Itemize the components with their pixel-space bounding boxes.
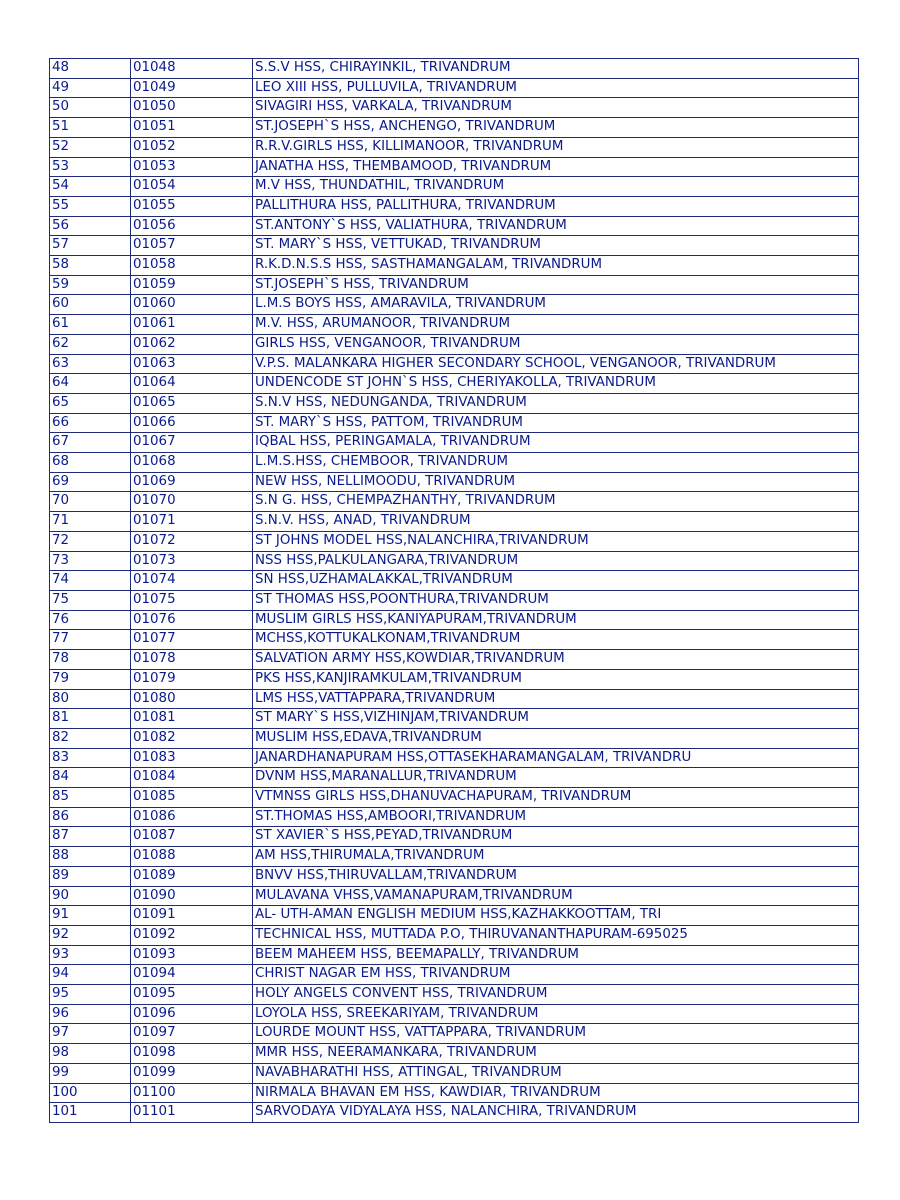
serial-number-cell: 101 <box>50 1103 131 1123</box>
table-row <box>50 413 859 433</box>
school-code-cell: 01052 <box>131 137 253 157</box>
school-name-cell: ST.JOSEPH`S HSS, ANCHENGO, TRIVANDRUM <box>253 118 859 138</box>
serial-number-cell: 78 <box>50 650 131 670</box>
school-code-cell: 01084 <box>131 768 253 788</box>
table-row <box>50 1024 859 1044</box>
serial-number-cell: 59 <box>50 275 131 295</box>
serial-number-cell: 77 <box>50 630 131 650</box>
table-row <box>50 1083 859 1103</box>
table-row <box>50 157 859 177</box>
school-code-cell: 01095 <box>131 985 253 1005</box>
school-code-cell: 01088 <box>131 847 253 867</box>
table-row <box>50 433 859 453</box>
school-code-cell: 01091 <box>131 906 253 926</box>
school-name-cell: LMS HSS,VATTAPPARA,TRIVANDRUM <box>253 689 859 709</box>
serial-number-cell: 92 <box>50 925 131 945</box>
school-name-cell: HOLY ANGELS CONVENT HSS, TRIVANDRUM <box>253 985 859 1005</box>
school-name-cell: ST THOMAS HSS,POONTHURA,TRIVANDRUM <box>253 590 859 610</box>
school-name-cell: AM HSS,THIRUMALA,TRIVANDRUM <box>253 847 859 867</box>
table-row <box>50 630 859 650</box>
school-name-cell: UNDENCODE ST JOHN`S HSS, CHERIYAKOLLA, TRIVANDRUM <box>253 374 859 394</box>
table-row <box>50 118 859 138</box>
school-code-cell: 01050 <box>131 98 253 118</box>
school-name-cell: AL- UTH-AMAN ENGLISH MEDIUM HSS,KAZHAKKOOTTAM, TRI <box>253 906 859 926</box>
serial-number-cell: 61 <box>50 315 131 335</box>
school-name-cell: GIRLS HSS, VENGANOOR, TRIVANDRUM <box>253 334 859 354</box>
school-code-cell: 01067 <box>131 433 253 453</box>
school-name-cell: DVNM HSS,MARANALLUR,TRIVANDRUM <box>253 768 859 788</box>
serial-number-cell: 100 <box>50 1083 131 1103</box>
table-row <box>50 847 859 867</box>
table-row <box>50 768 859 788</box>
school-code-cell: 01099 <box>131 1063 253 1083</box>
table-row <box>50 472 859 492</box>
serial-number-cell: 56 <box>50 216 131 236</box>
serial-number-cell: 85 <box>50 788 131 808</box>
school-name-cell: MULAVANA VHSS,VAMANAPURAM,TRIVANDRUM <box>253 886 859 906</box>
table-row <box>50 98 859 118</box>
school-code-cell: 01085 <box>131 788 253 808</box>
table-row <box>50 965 859 985</box>
school-code-cell: 01090 <box>131 886 253 906</box>
school-code-cell: 01082 <box>131 728 253 748</box>
school-code-cell: 01079 <box>131 669 253 689</box>
table-row <box>50 689 859 709</box>
table-row <box>50 650 859 670</box>
table-row <box>50 275 859 295</box>
serial-number-cell: 86 <box>50 807 131 827</box>
table-row <box>50 78 859 98</box>
school-code-cell: 01097 <box>131 1024 253 1044</box>
serial-number-cell: 67 <box>50 433 131 453</box>
school-name-cell: ST MARY`S HSS,VIZHINJAM,TRIVANDRUM <box>253 709 859 729</box>
table-row <box>50 216 859 236</box>
serial-number-cell: 64 <box>50 374 131 394</box>
school-name-cell: S.N.V. HSS, ANAD, TRIVANDRUM <box>253 512 859 532</box>
serial-number-cell: 75 <box>50 590 131 610</box>
school-code-cell: 01100 <box>131 1083 253 1103</box>
serial-number-cell: 72 <box>50 531 131 551</box>
table-row <box>50 590 859 610</box>
serial-number-cell: 91 <box>50 906 131 926</box>
serial-number-cell: 65 <box>50 393 131 413</box>
serial-number-cell: 69 <box>50 472 131 492</box>
table-row <box>50 334 859 354</box>
school-code-cell: 01078 <box>131 650 253 670</box>
serial-number-cell: 51 <box>50 118 131 138</box>
school-name-cell: ST.ANTONY`S HSS, VALIATHURA, TRIVANDRUM <box>253 216 859 236</box>
school-code-cell: 01089 <box>131 866 253 886</box>
serial-number-cell: 84 <box>50 768 131 788</box>
school-code-cell: 01058 <box>131 256 253 276</box>
school-name-cell: ST. MARY`S HSS, PATTOM, TRIVANDRUM <box>253 413 859 433</box>
serial-number-cell: 63 <box>50 354 131 374</box>
school-name-cell: IQBAL HSS, PERINGAMALA, TRIVANDRUM <box>253 433 859 453</box>
school-name-cell: S.N G. HSS, CHEMPAZHANTHY, TRIVANDRUM <box>253 492 859 512</box>
school-name-cell: SARVODAYA VIDYALAYA HSS, NALANCHIRA, TRIVANDRUM <box>253 1103 859 1123</box>
school-code-cell: 01049 <box>131 78 253 98</box>
school-code-cell: 01070 <box>131 492 253 512</box>
table-row <box>50 807 859 827</box>
school-name-cell: V.P.S. MALANKARA HIGHER SECONDARY SCHOOL, VENGANOOR, TRIVANDRUM <box>253 354 859 374</box>
table-row <box>50 256 859 276</box>
serial-number-cell: 73 <box>50 551 131 571</box>
school-code-cell: 01063 <box>131 354 253 374</box>
table-row <box>50 571 859 591</box>
school-code-cell: 01048 <box>131 59 253 79</box>
school-name-cell: ST XAVIER`S HSS,PEYAD,TRIVANDRUM <box>253 827 859 847</box>
school-code-cell: 01077 <box>131 630 253 650</box>
table-row <box>50 945 859 965</box>
school-name-cell: NIRMALA BHAVAN EM HSS, KAWDIAR, TRIVANDRUM <box>253 1083 859 1103</box>
school-code-cell: 01053 <box>131 157 253 177</box>
school-code-cell: 01051 <box>131 118 253 138</box>
table-row <box>50 788 859 808</box>
school-name-cell: JANARDHANAPURAM HSS,OTTASEKHARAMANGALAM, TRIVANDRU <box>253 748 859 768</box>
school-code-cell: 01065 <box>131 393 253 413</box>
school-code-cell: 01055 <box>131 196 253 216</box>
serial-number-cell: 96 <box>50 1004 131 1024</box>
table-row <box>50 236 859 256</box>
table-row <box>50 1004 859 1024</box>
table-row <box>50 531 859 551</box>
school-code-cell: 01094 <box>131 965 253 985</box>
table-row <box>50 906 859 926</box>
table-row <box>50 551 859 571</box>
school-name-cell: MMR HSS, NEERAMANKARA, TRIVANDRUM <box>253 1044 859 1064</box>
school-name-cell: NEW HSS, NELLIMOODU, TRIVANDRUM <box>253 472 859 492</box>
table-row <box>50 827 859 847</box>
table-row <box>50 886 859 906</box>
school-code-cell: 01076 <box>131 610 253 630</box>
serial-number-cell: 66 <box>50 413 131 433</box>
school-list-body <box>50 59 859 1123</box>
school-code-cell: 01074 <box>131 571 253 591</box>
serial-number-cell: 53 <box>50 157 131 177</box>
serial-number-cell: 58 <box>50 256 131 276</box>
serial-number-cell: 74 <box>50 571 131 591</box>
school-name-cell: NAVABHARATHI HSS, ATTINGAL, TRIVANDRUM <box>253 1063 859 1083</box>
serial-number-cell: 70 <box>50 492 131 512</box>
school-name-cell: R.R.V.GIRLS HSS, KILLIMANOOR, TRIVANDRUM <box>253 137 859 157</box>
school-name-cell: S.N.V HSS, NEDUNGANDA, TRIVANDRUM <box>253 393 859 413</box>
table-row <box>50 137 859 157</box>
table-row <box>50 1103 859 1123</box>
serial-number-cell: 90 <box>50 886 131 906</box>
school-name-cell: ST. MARY`S HSS, VETTUKAD, TRIVANDRUM <box>253 236 859 256</box>
table-row <box>50 610 859 630</box>
table-row <box>50 1063 859 1083</box>
school-name-cell: SALVATION ARMY HSS,KOWDIAR,TRIVANDRUM <box>253 650 859 670</box>
school-name-cell: LOURDE MOUNT HSS, VATTAPPARA, TRIVANDRUM <box>253 1024 859 1044</box>
school-code-cell: 01093 <box>131 945 253 965</box>
school-code-cell: 01086 <box>131 807 253 827</box>
school-name-cell: LOYOLA HSS, SREEKARIYAM, TRIVANDRUM <box>253 1004 859 1024</box>
table-row <box>50 354 859 374</box>
school-name-cell: L.M.S.HSS, CHEMBOOR, TRIVANDRUM <box>253 453 859 473</box>
table-row <box>50 669 859 689</box>
school-code-cell: 01068 <box>131 453 253 473</box>
serial-number-cell: 71 <box>50 512 131 532</box>
school-name-cell: PALLITHURA HSS, PALLITHURA, TRIVANDRUM <box>253 196 859 216</box>
school-name-cell: BEEM MAHEEM HSS, BEEMAPALLY, TRIVANDRUM <box>253 945 859 965</box>
table-row <box>50 315 859 335</box>
school-name-cell: MUSLIM HSS,EDAVA,TRIVANDRUM <box>253 728 859 748</box>
serial-number-cell: 60 <box>50 295 131 315</box>
serial-number-cell: 62 <box>50 334 131 354</box>
serial-number-cell: 50 <box>50 98 131 118</box>
table-row <box>50 453 859 473</box>
serial-number-cell: 89 <box>50 866 131 886</box>
school-name-cell: M.V. HSS, ARUMANOOR, TRIVANDRUM <box>253 315 859 335</box>
serial-number-cell: 99 <box>50 1063 131 1083</box>
school-code-cell: 01071 <box>131 512 253 532</box>
table-row <box>50 196 859 216</box>
table-row <box>50 295 859 315</box>
school-code-cell: 01096 <box>131 1004 253 1024</box>
serial-number-cell: 98 <box>50 1044 131 1064</box>
school-name-cell: VTMNSS GIRLS HSS,DHANUVACHAPURAM, TRIVANDRUM <box>253 788 859 808</box>
school-name-cell: ST.THOMAS HSS,AMBOORI,TRIVANDRUM <box>253 807 859 827</box>
school-code-cell: 01087 <box>131 827 253 847</box>
school-code-cell: 01064 <box>131 374 253 394</box>
table-row <box>50 985 859 1005</box>
serial-number-cell: 52 <box>50 137 131 157</box>
serial-number-cell: 81 <box>50 709 131 729</box>
table-row <box>50 748 859 768</box>
serial-number-cell: 83 <box>50 748 131 768</box>
school-name-cell: L.M.S BOYS HSS, AMARAVILA, TRIVANDRUM <box>253 295 859 315</box>
school-code-cell: 01092 <box>131 925 253 945</box>
serial-number-cell: 68 <box>50 453 131 473</box>
school-code-cell: 01101 <box>131 1103 253 1123</box>
school-code-cell: 01069 <box>131 472 253 492</box>
serial-number-cell: 80 <box>50 689 131 709</box>
school-name-cell: TECHNICAL HSS, MUTTADA P.O, THIRUVANANTHAPURAM-695025 <box>253 925 859 945</box>
school-code-cell: 01061 <box>131 315 253 335</box>
serial-number-cell: 93 <box>50 945 131 965</box>
serial-number-cell: 95 <box>50 985 131 1005</box>
school-name-cell: JANATHA HSS, THEMBAMOOD, TRIVANDRUM <box>253 157 859 177</box>
school-code-cell: 01080 <box>131 689 253 709</box>
table-row <box>50 925 859 945</box>
serial-number-cell: 79 <box>50 669 131 689</box>
table-row <box>50 1044 859 1064</box>
school-code-cell: 01098 <box>131 1044 253 1064</box>
table-row <box>50 492 859 512</box>
serial-number-cell: 54 <box>50 177 131 197</box>
school-name-cell: BNVV HSS,THIRUVALLAM,TRIVANDRUM <box>253 866 859 886</box>
table-row <box>50 393 859 413</box>
school-name-cell: R.K.D.N.S.S HSS, SASTHAMANGALAM, TRIVANDRUM <box>253 256 859 276</box>
school-name-cell: SIVAGIRI HSS, VARKALA, TRIVANDRUM <box>253 98 859 118</box>
school-code-cell: 01054 <box>131 177 253 197</box>
school-name-cell: PKS HSS,KANJIRAMKULAM,TRIVANDRUM <box>253 669 859 689</box>
school-name-cell: S.S.V HSS, CHIRAYINKIL, TRIVANDRUM <box>253 59 859 79</box>
serial-number-cell: 57 <box>50 236 131 256</box>
school-code-cell: 01057 <box>131 236 253 256</box>
school-name-cell: ST.JOSEPH`S HSS, TRIVANDRUM <box>253 275 859 295</box>
table-row <box>50 866 859 886</box>
school-name-cell: ST JOHNS MODEL HSS,NALANCHIRA,TRIVANDRUM <box>253 531 859 551</box>
school-code-cell: 01062 <box>131 334 253 354</box>
serial-number-cell: 76 <box>50 610 131 630</box>
serial-number-cell: 49 <box>50 78 131 98</box>
serial-number-cell: 87 <box>50 827 131 847</box>
serial-number-cell: 94 <box>50 965 131 985</box>
serial-number-cell: 48 <box>50 59 131 79</box>
table-row <box>50 728 859 748</box>
school-code-cell: 01066 <box>131 413 253 433</box>
school-code-cell: 01081 <box>131 709 253 729</box>
table-row <box>50 512 859 532</box>
school-code-cell: 01056 <box>131 216 253 236</box>
table-row <box>50 374 859 394</box>
table-row <box>50 177 859 197</box>
serial-number-cell: 97 <box>50 1024 131 1044</box>
school-code-cell: 01075 <box>131 590 253 610</box>
school-name-cell: NSS HSS,PALKULANGARA,TRIVANDRUM <box>253 551 859 571</box>
serial-number-cell: 82 <box>50 728 131 748</box>
table-row <box>50 59 859 79</box>
school-code-cell: 01083 <box>131 748 253 768</box>
school-code-cell: 01072 <box>131 531 253 551</box>
serial-number-cell: 55 <box>50 196 131 216</box>
school-list-table <box>49 58 859 1123</box>
serial-number-cell: 88 <box>50 847 131 867</box>
school-name-cell: SN HSS,UZHAMALAKKAL,TRIVANDRUM <box>253 571 859 591</box>
school-code-cell: 01073 <box>131 551 253 571</box>
school-name-cell: LEO XIII HSS, PULLUVILA, TRIVANDRUM <box>253 78 859 98</box>
school-name-cell: MCHSS,KOTTUKALKONAM,TRIVANDRUM <box>253 630 859 650</box>
school-code-cell: 01060 <box>131 295 253 315</box>
school-code-cell: 01059 <box>131 275 253 295</box>
school-name-cell: CHRIST NAGAR EM HSS, TRIVANDRUM <box>253 965 859 985</box>
school-name-cell: MUSLIM GIRLS HSS,KANIYAPURAM,TRIVANDRUM <box>253 610 859 630</box>
school-name-cell: M.V HSS, THUNDATHIL, TRIVANDRUM <box>253 177 859 197</box>
table-row <box>50 709 859 729</box>
